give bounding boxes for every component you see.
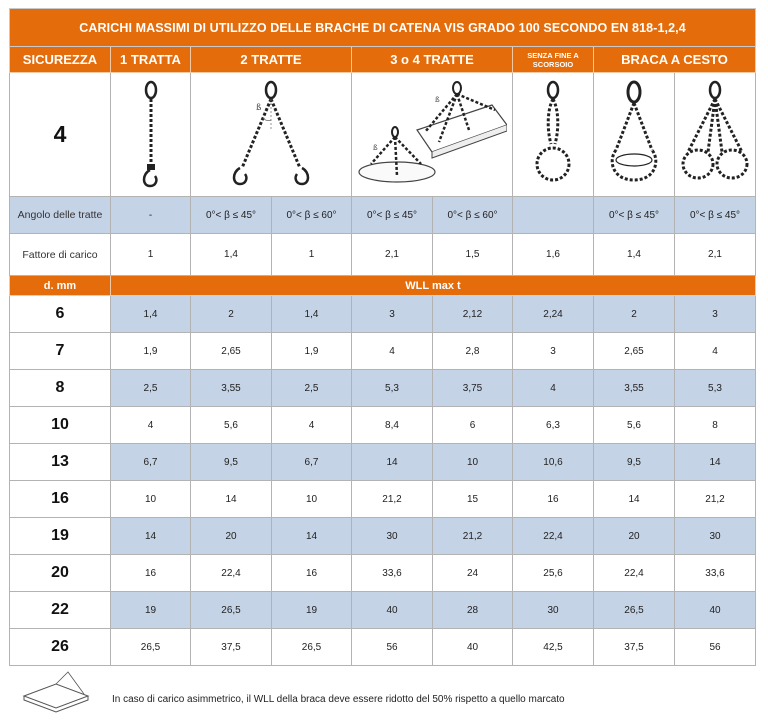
wll-cell: 20 <box>594 518 675 555</box>
factor-cell: 1 <box>272 234 352 276</box>
table-row <box>10 370 756 407</box>
wll-cell: 22,4 <box>191 555 272 592</box>
wll-cell: 4 <box>513 370 594 407</box>
wll-cell: 21,2 <box>433 518 513 555</box>
diameter-cell: 10 <box>10 407 111 444</box>
factor-cell: 1,6 <box>513 234 594 276</box>
angle-cell: 0°< β ≤ 45° <box>594 197 675 234</box>
wll-cell: 2,65 <box>594 333 675 370</box>
table-row <box>10 592 756 629</box>
wll-cell: 6 <box>433 407 513 444</box>
wll-cell: 5,3 <box>352 370 433 407</box>
wll-cell: 33,6 <box>352 555 433 592</box>
endless-choker-sling-icon <box>513 73 594 197</box>
wll-cell: 24 <box>433 555 513 592</box>
table-title: CARICHI MASSIMI DI UTILIZZO DELLE BRACHE DI CATENA VIS GRADO 100 SECONDO EN 818-1,2,4 <box>10 9 756 47</box>
wll-cell: 26,5 <box>111 629 191 666</box>
angle-cell: - <box>111 197 191 234</box>
svg-text:ß: ß <box>435 95 440 104</box>
wll-cell: 28 <box>433 592 513 629</box>
table-row <box>10 555 756 592</box>
wll-cell: 2 <box>191 296 272 333</box>
table-row <box>10 296 756 333</box>
safety-factor: 4 <box>10 73 111 197</box>
wll-cell: 10 <box>272 481 352 518</box>
wll-cell: 16 <box>111 555 191 592</box>
wll-cell: 2,8 <box>433 333 513 370</box>
double-basket-sling-icon <box>675 73 756 197</box>
wll-cell: 30 <box>675 518 756 555</box>
basket-sling-icon <box>594 73 675 197</box>
wll-cell: 3,55 <box>191 370 272 407</box>
table-row <box>10 444 756 481</box>
footer-note: In caso di carico asimmetrico, il WLL della braca deve essere ridotto del 50% rispetto a quello marcato <box>112 694 565 705</box>
svg-text:ß: ß <box>373 143 378 152</box>
four-leg-sling-icon <box>352 73 513 197</box>
header-two-legs: 2 TRATTE <box>191 47 352 73</box>
wll-cell: 37,5 <box>191 629 272 666</box>
table-row <box>10 481 756 518</box>
angle-cell: 0°< β ≤ 45° <box>191 197 272 234</box>
svg-text:ß: ß <box>256 102 262 112</box>
header-one-leg: 1 TRATTA <box>111 47 191 73</box>
header-three-four-legs: 3 o 4 TRATTE <box>352 47 513 73</box>
table-row <box>10 407 756 444</box>
diameter-cell: 7 <box>10 333 111 370</box>
wll-cell: 19 <box>272 592 352 629</box>
table-row <box>10 629 756 666</box>
wll-cell: 2,65 <box>191 333 272 370</box>
wll-cell: 14 <box>352 444 433 481</box>
wll-cell: 30 <box>513 592 594 629</box>
wll-cell: 14 <box>594 481 675 518</box>
factor-row-label: Fattore di carico <box>10 234 111 276</box>
wll-cell: 56 <box>675 629 756 666</box>
wll-cell: 2,12 <box>433 296 513 333</box>
wll-cell: 4 <box>272 407 352 444</box>
asymmetric-load-icon <box>18 670 98 714</box>
wll-cell: 19 <box>111 592 191 629</box>
wll-cell: 42,5 <box>513 629 594 666</box>
diameter-cell: 19 <box>10 518 111 555</box>
wll-cell: 40 <box>675 592 756 629</box>
factor-cell: 1,4 <box>594 234 675 276</box>
table-row <box>10 518 756 555</box>
angle-cell <box>513 197 594 234</box>
table-row <box>10 333 756 370</box>
wll-cell: 15 <box>433 481 513 518</box>
wll-cell: 22,4 <box>513 518 594 555</box>
wll-cell: 3 <box>352 296 433 333</box>
wll-cell: 4 <box>111 407 191 444</box>
wll-cell: 40 <box>433 629 513 666</box>
wll-cell: 26,5 <box>191 592 272 629</box>
wll-cell: 3 <box>513 333 594 370</box>
wll-cell: 10 <box>433 444 513 481</box>
wll-cell: 14 <box>111 518 191 555</box>
wll-cell: 6,7 <box>111 444 191 481</box>
diameter-cell: 8 <box>10 370 111 407</box>
wll-cell: 6,3 <box>513 407 594 444</box>
wll-cell: 30 <box>352 518 433 555</box>
header-basket: BRACA A CESTO <box>594 47 756 73</box>
wll-table <box>9 8 756 666</box>
wll-cell: 26,5 <box>272 629 352 666</box>
angle-cell: 0°< β ≤ 60° <box>433 197 513 234</box>
single-leg-sling-icon <box>111 73 191 197</box>
two-leg-sling-icon <box>191 73 352 197</box>
wll-cell: 14 <box>675 444 756 481</box>
wll-cell: 4 <box>352 333 433 370</box>
wll-cell: 14 <box>191 481 272 518</box>
angle-row-label: Angolo delle tratte <box>10 197 111 234</box>
wll-cell: 33,6 <box>675 555 756 592</box>
factor-cell: 2,1 <box>675 234 756 276</box>
diameter-cell: 16 <box>10 481 111 518</box>
wll-cell: 3 <box>675 296 756 333</box>
angle-cell: 0°< β ≤ 45° <box>675 197 756 234</box>
wll-cell: 10,6 <box>513 444 594 481</box>
wll-cell: 40 <box>352 592 433 629</box>
factor-cell: 1 <box>111 234 191 276</box>
wll-cell: 21,2 <box>352 481 433 518</box>
wll-cell: 21,2 <box>675 481 756 518</box>
wll-cell: 2,5 <box>111 370 191 407</box>
wll-cell: 37,5 <box>594 629 675 666</box>
factor-cell: 1,5 <box>433 234 513 276</box>
wll-cell: 22,4 <box>594 555 675 592</box>
diameter-header: d. mm <box>10 276 111 296</box>
wll-cell: 5,6 <box>594 407 675 444</box>
angle-cell: 0°< β ≤ 60° <box>272 197 352 234</box>
wll-cell: 1,9 <box>272 333 352 370</box>
wll-cell: 5,6 <box>191 407 272 444</box>
wll-cell: 4 <box>675 333 756 370</box>
data-rows <box>10 296 756 666</box>
wll-cell: 16 <box>513 481 594 518</box>
wll-cell: 2,24 <box>513 296 594 333</box>
wll-cell: 1,4 <box>272 296 352 333</box>
factor-cell: 1,4 <box>191 234 272 276</box>
factor-cell: 2,1 <box>352 234 433 276</box>
wll-cell: 1,4 <box>111 296 191 333</box>
header-endless: SENZA FINE A SCORSOIO <box>513 47 594 73</box>
wll-cell: 14 <box>272 518 352 555</box>
wll-cell: 3,55 <box>594 370 675 407</box>
wll-header: WLL max t <box>111 276 756 296</box>
wll-cell: 9,5 <box>191 444 272 481</box>
wll-cell: 56 <box>352 629 433 666</box>
diameter-cell: 22 <box>10 592 111 629</box>
wll-cell: 8 <box>675 407 756 444</box>
diameter-cell: 26 <box>10 629 111 666</box>
wll-cell: 2 <box>594 296 675 333</box>
angle-cell: 0°< β ≤ 45° <box>352 197 433 234</box>
wll-cell: 20 <box>191 518 272 555</box>
wll-cell: 26,5 <box>594 592 675 629</box>
diameter-cell: 6 <box>10 296 111 333</box>
wll-cell: 5,3 <box>675 370 756 407</box>
wll-cell: 1,9 <box>111 333 191 370</box>
wll-cell: 16 <box>272 555 352 592</box>
diameter-cell: 20 <box>10 555 111 592</box>
wll-cell: 6,7 <box>272 444 352 481</box>
header-sicurezza: SICUREZZA <box>10 47 111 73</box>
diameter-cell: 13 <box>10 444 111 481</box>
footer <box>18 670 758 718</box>
wll-cell: 3,75 <box>433 370 513 407</box>
wll-cell: 9,5 <box>594 444 675 481</box>
wll-cell: 8,4 <box>352 407 433 444</box>
wll-cell: 2,5 <box>272 370 352 407</box>
wll-cell: 10 <box>111 481 191 518</box>
wll-cell: 25,6 <box>513 555 594 592</box>
